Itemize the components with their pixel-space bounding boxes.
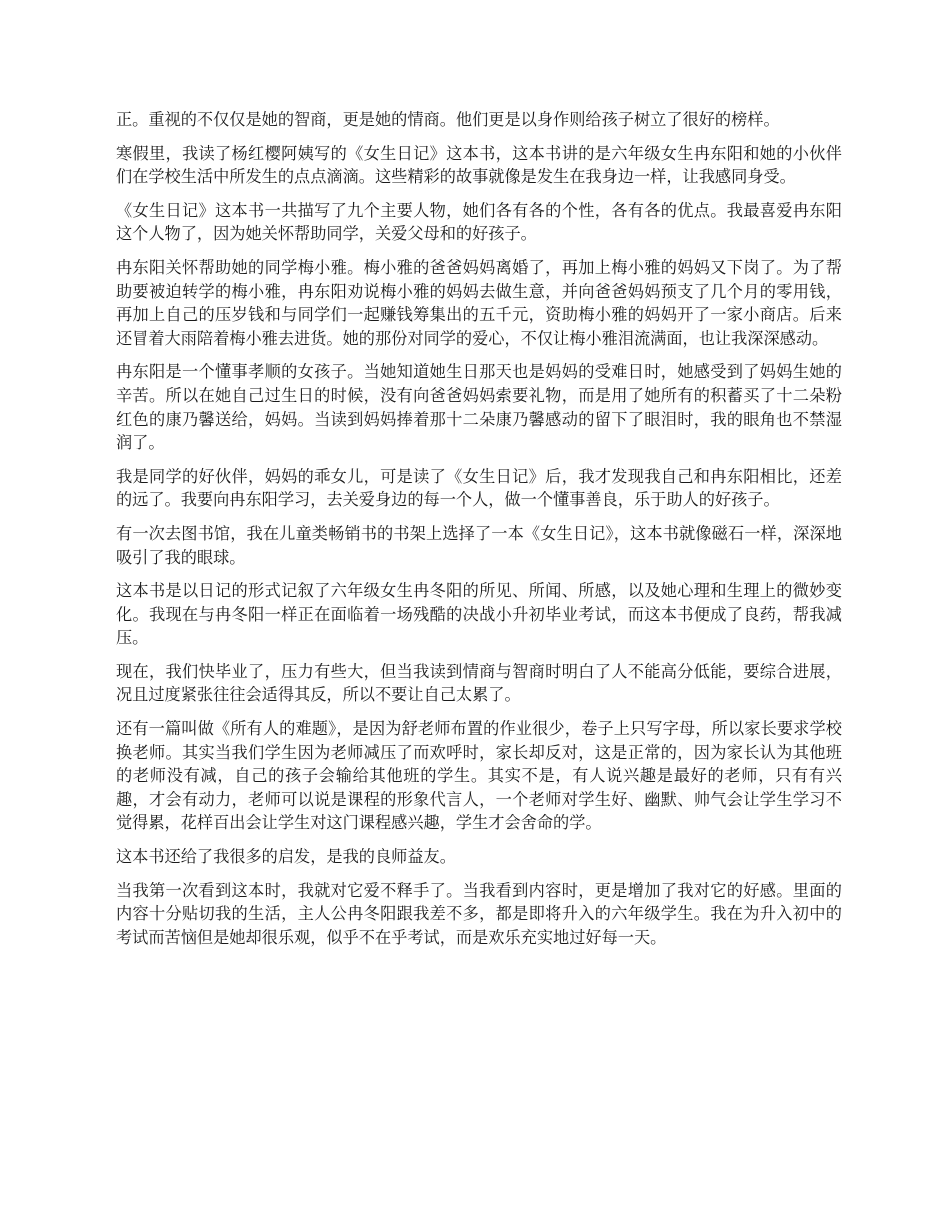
paragraph-10: 还有一篇叫做《所有人的难题》，是因为舒老师布置的作业很少，卷子上只写字母，所以家长要求学校换老师。其实当我们学生因为老师减压了而欢呼时，家长却反对，这是正常的，因为家长认为其他班的老师没有减，自己的孩子会输给其他班的学生。其实不是，有人说兴趣是最好的老师，只有有兴趣，才会有动力，老师可以说是课程的形象代言人，一个老师对学生好、幽默、帅气会让学生学习不觉得累，花样百出会让学生对这门课程感兴趣，学生才会舍命的学。 — [116, 719, 842, 833]
paragraph-3: 《女生日记》这本书一共描写了九个主要人物，她们各有各的个性，各有各的优点。我最喜爱冉东阳这个人物了，因为她关怀帮助同学，关爱父母和的好孩子。 — [116, 200, 842, 244]
paragraph-1: 正。重视的不仅仅是她的智商，更是她的情商。他们更是以身作则给孩子树立了很好的榜样。 — [116, 110, 780, 129]
paragraph-9: 现在，我们快毕业了，压力有些大，但当我读到情商与智商时明白了人不能高分低能，要综合进展，况且过度紧张往往会适得其反，所以不要让自己太累了。 — [116, 661, 842, 705]
paragraph-6: 我是同学的好伙伴，妈妈的乖女儿，可是读了《女生日记》后，我才发现我自己和冉东阳相比，还差的远了。我要向冉东阳学习，去关爱身边的每一个人，做一个懂事善良，乐于助人的好孩子。 — [116, 466, 842, 510]
paragraph-4: 冉东阳关怀帮助她的同学梅小雅。梅小雅的爸爸妈妈离婚了，再加上梅小雅的妈妈又下岗了。为了帮助要被迫转学的梅小雅，冉东阳劝说梅小雅的妈妈去做生意，并向爸爸妈妈预支了几个月的零用钱，再加上自己的压岁钱和与同学们一起赚钱筹集出的五千元，资助梅小雅的妈妈开了一家小商店。后来还冒着大雨陪着梅小雅去进货。她的那份对同学的爱心，不仅让梅小雅泪流满面，也让我深深感动。 — [116, 257, 842, 348]
document-body — [116, 108, 842, 959]
paragraph-8: 这本书是以日记的形式记叙了六年级女生冉冬阳的所见、所闻、所感，以及她心理和生理上的微妙变化。我现在与冉冬阳一样正在面临着一场残酷的决战小升初毕业考试，而这本书便成了良药，帮我减压。 — [116, 581, 842, 648]
paragraph-2: 寒假里，我读了杨红樱阿姨写的《女生日记》这本书，这本书讲的是六年级女生冉东阳和她的小伙伴们在学校生活中所发生的点点滴滴。这些精彩的故事就像是发生在我身边一样，让我感同身受。 — [116, 143, 842, 187]
paragraph-7: 有一次去图书馆，我在儿童类畅销书的书架上选择了一本《女生日记》，这本书就像磁石一样，深深地吸引了我的眼球。 — [116, 523, 842, 567]
paragraph-12: 当我第一次看到这本时，我就对它爱不释手了。当我看到内容时，更是增加了我对它的好感。里面的内容十分贴切我的生活，主人公冉冬阳跟我差不多，都是即将升入的六年级学生。我在为升入初中的考试而苦恼但是她却很乐观，似乎不在乎考试，而是欢乐充实地过好每一天。 — [116, 880, 842, 947]
paragraph-5: 冉东阳是一个懂事孝顺的女孩子。当她知道她生日那天也是妈妈的受难日时，她感受到了妈妈生她的辛苦。所以在她自己过生日的时候，没有向爸爸妈妈索要礼物，而是用了她所有的积蓄买了十二朵粉红色的康乃馨送给，妈妈。当读到妈妈捧着那十二朵康乃馨感动的留下了眼泪时，我的眼角也不禁湿润了。 — [116, 362, 842, 453]
paragraph-11: 这本书还给了我很多的启发，是我的良师益友。 — [116, 847, 456, 867]
